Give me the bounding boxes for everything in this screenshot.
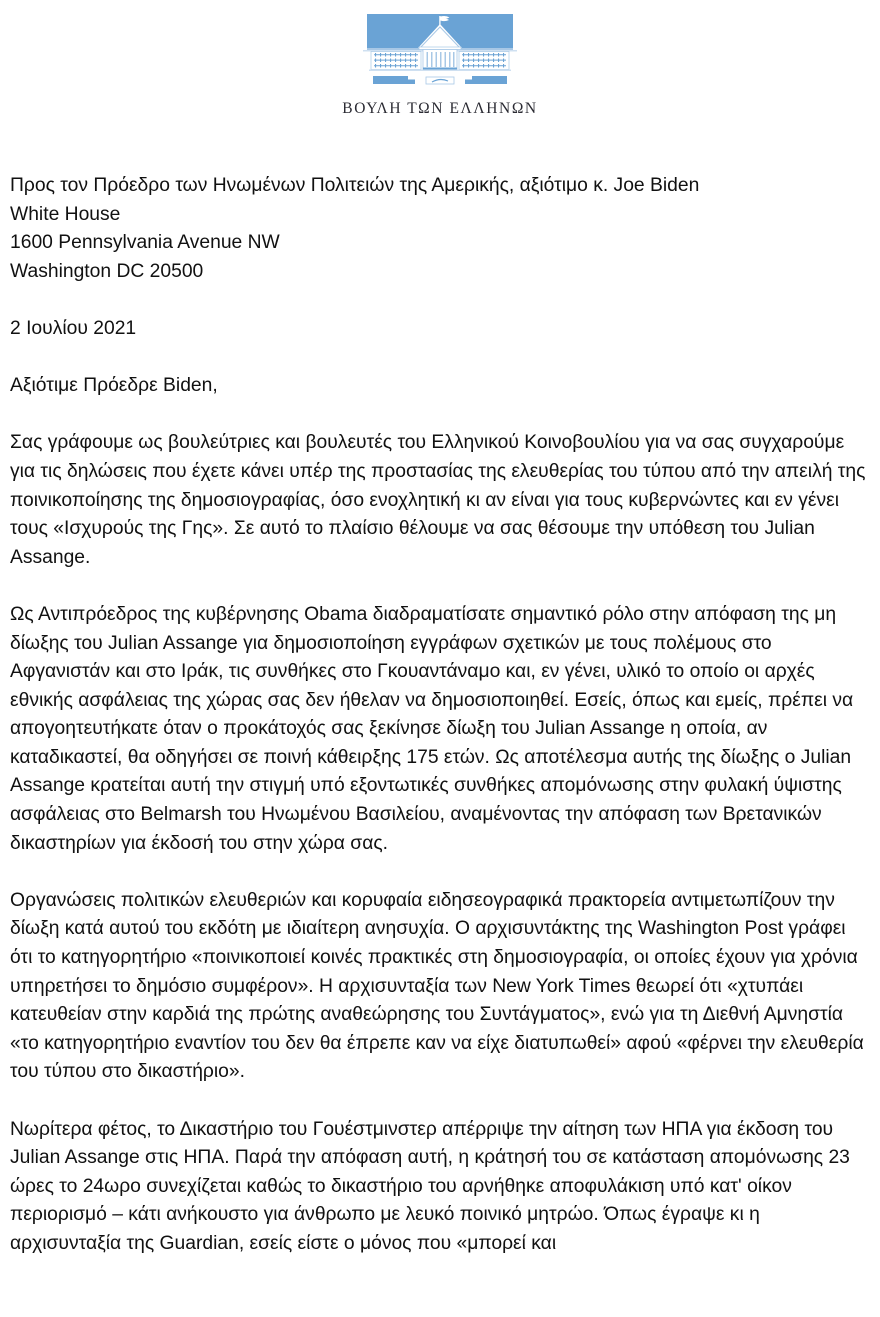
recipient-address <box>10 172 870 286</box>
letter-date: 2 Ιουλίου 2021 <box>10 317 137 339</box>
spacer <box>10 344 870 373</box>
recipient-line-2: White House <box>10 203 121 225</box>
letterhead <box>8 0 872 118</box>
recipient-line-3: 1600 Pennsylvania Avenue NW <box>10 232 280 254</box>
spacer <box>10 858 870 887</box>
recipient-line-4: Washington DC 20500 <box>10 260 204 282</box>
body-paragraph: Σας γράφουμε ως βουλεύτριες και βουλευτές του Ελληνικού Κοινοβουλίου για να σας συγχαρούμε για τις δηλώσεις που έχετε κάνει υπέρ της προστασίας της ελευθερίας του τύπου από την απειλή της ποινικοποίησης της δημοσιογραφίας, όσο ενοχλητική κι αν είναι για τους κυβερνώντες και εν γένει τους «Ισχυρούς της Γης». Σε αυτό το πλαίσιο θέλουμε να σας θέσουμε την υπόθεση του Julian Assange. <box>10 432 866 568</box>
body-paragraph: Οργανώσεις πολιτικών ελευθεριών και κορυφαία ειδησεογραφικά πρακτορεία αντιμετωπίζουν την δίωξη κατά αυτού του εκδότη με ιδιαίτερη ανησυχία. Ο αρχισυντάκτης της Washington Post γράφει ότι το κατηγορητήριο «ποινικοποιεί κοινές πρακτικές στη δημοσιογραφία, οι οποίες έχουν για χρόνια υπηρετήσει το δημόσιο συμφέρον». Η αρχισυνταξία των New York Times θεωρεί ότι «χτυπάει κατευθείαν στην καρδιά της πρώτης αναθεώρησης του Συντάγματος», ενώ για τη Διεθνή Αμνηστία «το κατηγορητήριο εναντίον του δεν θα έπρεπε καν να είχε διατυπωθεί» αφού «φέρνει την ελευθερία του τύπου στο δικαστήριο». <box>10 889 864 1083</box>
body-paragraph: Νωρίτερα φέτος, το Δικαστήριο του Γουέστμινστερ απέρριψε την αίτηση των ΗΠΑ για έκδοση του Julian Assange στις ΗΠΑ. Παρά την απόφαση αυτή, η κράτησή του σε κατάσταση απομόνωσης 23 ώρες το 24ωρο συνεχίζεται καθώς το δικαστήριο του αρνήθηκε αποφυλάκιση υπό κατ' οίκον περιορισμό – κάτι ανήκουστο για άνθρωπο με λευκό ποινικό μητρώο. Όπως έγραψε κι η αρχισυνταξία της Guardian, εσείς είστε ο μόνος που «μπορεί και <box>10 1118 850 1254</box>
hellenic-parliament-emblem-icon <box>356 10 524 96</box>
spacer <box>10 286 870 315</box>
emblem-caption: ΒΟΥΛΗ ΤΩΝ ΕΛΛΗΝΩΝ <box>342 100 538 117</box>
spacer <box>10 572 870 601</box>
body-paragraph: Ως Αντιπρόεδρος της κυβέρνησης Obama διαδραματίσατε σημαντικό ρόλο στην απόφαση της μη δίωξης του Julian Assange για δημοσιοποίηση εγγράφων σχετικών με τους πολέμους στο Αφγανιστάν και στο Ιράκ, τις συνθήκες στο Γκουαντάναμο και, εν γένει, υλικό το οποίο οι αρχές εθνικής ασφάλειας της χώρας σας δεν ήθελαν να δημοσιοποιηθεί. Εσείς, όπως και εμείς, πρέπει να απογοητευτήκατε όταν ο προκάτοχός σας ξεκίνησε δίωξη του Julian Assange η οποία, αν καταδικαστεί, θα οδηγήσει σε ποινή κάθειρξης 175 ετών. Ως αποτέλεσμα αυτής της δίωξης ο Julian Assange κρατείται αυτή την στιγμή υπό εξοντωτικές συνθήκες απομόνωσης στην φυλακή ύψιστης ασφάλειας στο Belmarsh του Ηνωμένου Βασιλείου, αναμένοντας την απόφαση των Βρετανικών δικαστηρίων για έκδοσή του στην χώρα σας. <box>10 603 854 854</box>
spacer <box>10 1087 870 1116</box>
salutation: Αξιότιμε Πρόεδρε Biden, <box>10 375 218 397</box>
spacer <box>10 401 870 430</box>
letter-body <box>8 172 872 1259</box>
recipient-line-1: Προς τον Πρόεδρο των Ηνωμένων Πολιτειών της Αμερικής, αξιότιμο κ. Joe Biden <box>10 175 700 196</box>
